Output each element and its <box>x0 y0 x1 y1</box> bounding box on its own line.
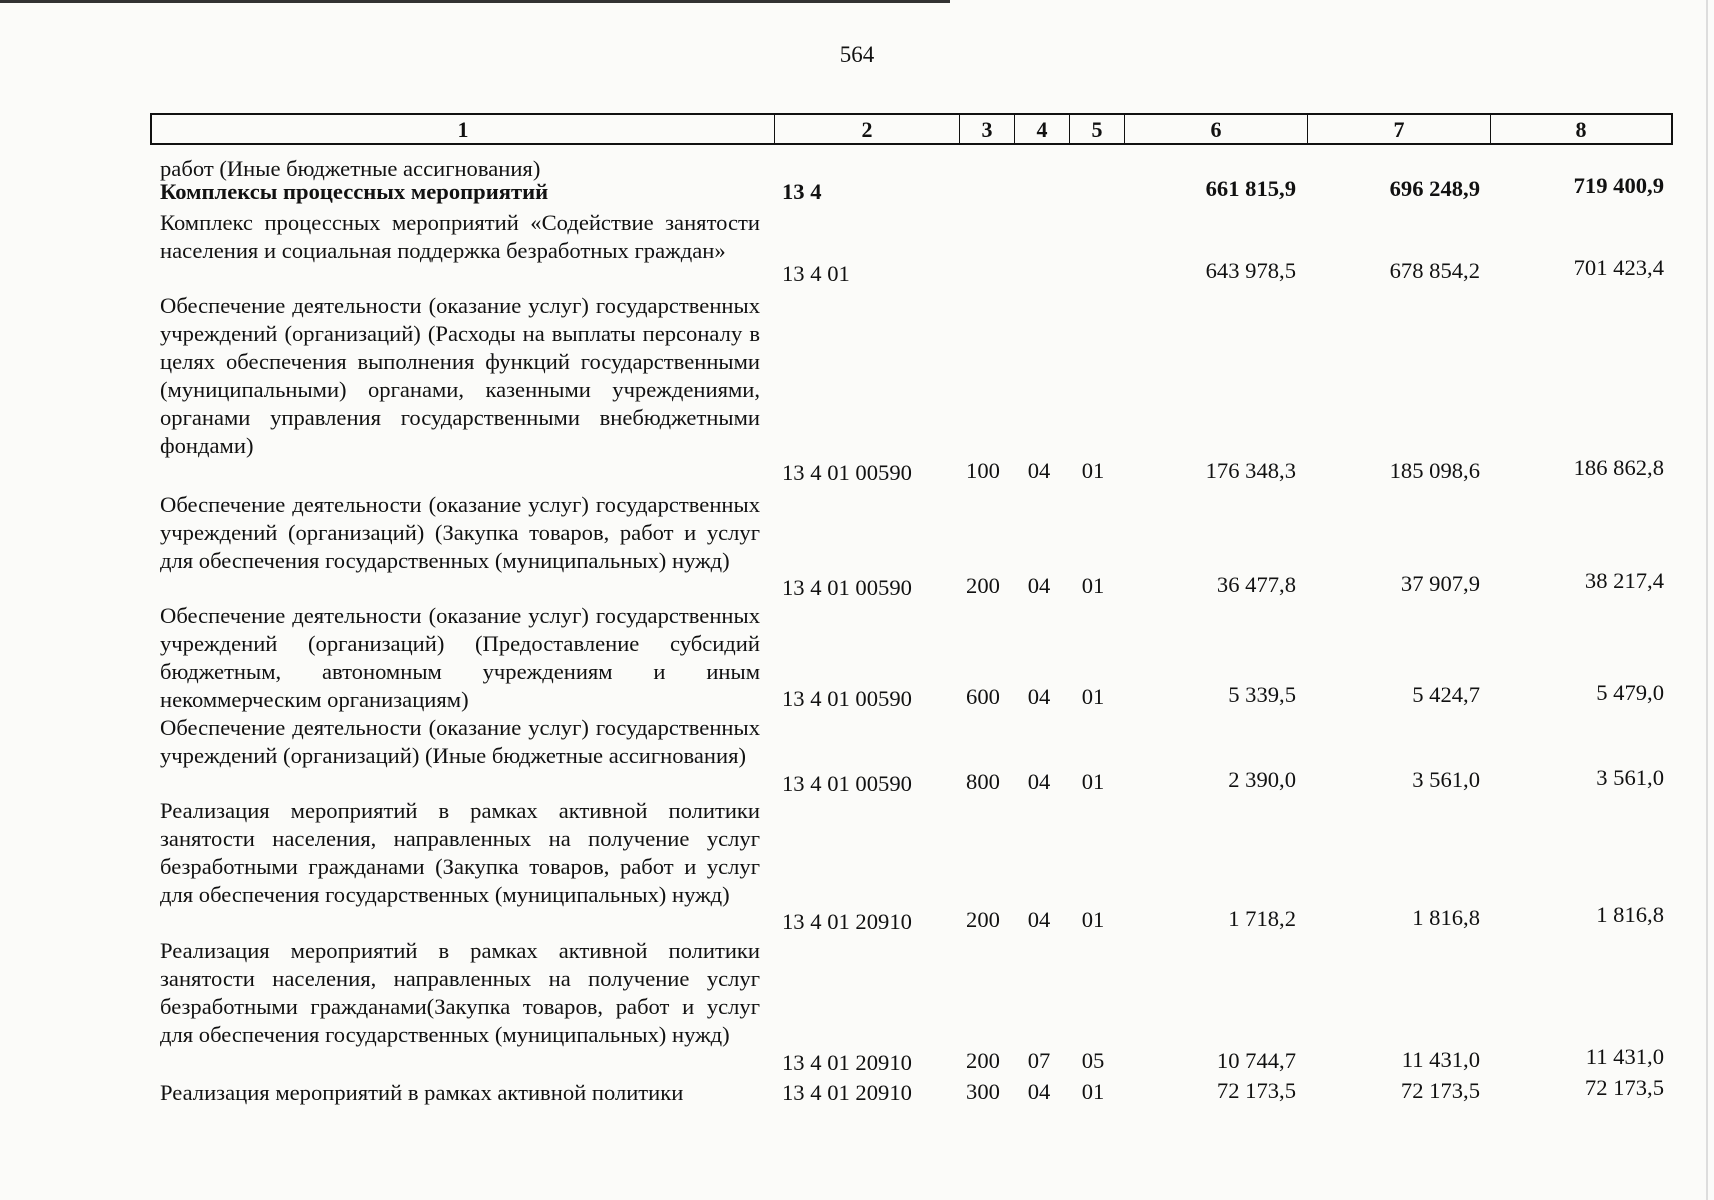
row-code: 13 4 01 00590 <box>782 575 912 600</box>
row-pr: 01 <box>1081 769 1105 794</box>
row-code: 13 4 01 20910 <box>782 909 912 934</box>
row-value-col8: 1 816,8 <box>1596 902 1664 927</box>
row-rz: 04 <box>1027 458 1051 483</box>
scan-right-edge <box>1706 0 1708 1200</box>
row-value-col6: 10 744,7 <box>1216 1048 1296 1073</box>
row-value-col7: 11 431,0 <box>1401 1047 1480 1072</box>
row-pr: 01 <box>1081 684 1105 709</box>
row-code: 13 4 01 00590 <box>782 771 912 796</box>
row-vr: 600 <box>966 684 1000 709</box>
scan-top-border <box>0 0 950 3</box>
header-col-8: 8 <box>1575 117 1587 142</box>
row-value-col7: 37 907,9 <box>1400 571 1480 596</box>
row-pr: 05 <box>1081 1048 1105 1073</box>
row-rz: 04 <box>1027 684 1051 709</box>
row-description: Обеспечение деятельности (оказание услуг) государственных учреждений (организаций) (Предоставление субсидий бюджетным, автономным учреждениям и иным некоммерческим организациям) <box>160 603 760 712</box>
row-value-col6: 36 477,8 <box>1216 572 1296 597</box>
header-col-6: 6 <box>1125 115 1308 143</box>
header-col-7: 7 <box>1308 115 1491 143</box>
page-number: 564 <box>839 42 875 67</box>
row-value-col8: 186 862,8 <box>1573 455 1664 480</box>
row-code: 13 4 01 <box>782 261 850 286</box>
row-rz: 04 <box>1027 1079 1051 1104</box>
row-code: 13 4 <box>782 179 822 204</box>
row-value-col7: 3 561,0 <box>1412 767 1480 792</box>
row-description: Реализация мероприятий в рамках активной политики занятости населения, направленных на получение услуг безработными гражданами (Закупка товаров, работ и услуг для обеспечения государственных (муниципальных) нужд) <box>160 798 760 907</box>
row-vr: 200 <box>966 907 1000 932</box>
table-header <box>150 113 1673 145</box>
row-value-col8: 38 217,4 <box>1584 568 1664 593</box>
header-col-1: 1 <box>152 115 775 143</box>
row-value-col6: 1 718,2 <box>1228 906 1296 931</box>
row-vr: 200 <box>966 573 1000 598</box>
row-value-col6: 2 390,0 <box>1228 767 1296 792</box>
row-vr: 800 <box>966 769 1000 794</box>
row-value-col7: 1 816,8 <box>1412 905 1480 930</box>
row-rz: 04 <box>1027 907 1051 932</box>
row-pr: 01 <box>1081 1079 1105 1104</box>
row-description: Обеспечение деятельности (оказание услуг) государственных учреждений (организаций) (Закупка товаров, работ и услуг для обеспечения государственных (муниципальных) нужд) <box>160 492 760 573</box>
row-description: Обеспечение деятельности (оказание услуг) государственных учреждений (организаций) (Иные бюджетные ассигнования) <box>160 715 760 768</box>
row-pr: 01 <box>1081 458 1105 483</box>
row-description: работ (Иные бюджетные ассигнования) <box>160 156 541 181</box>
row-description: Комплекс процессных мероприятий «Содействие занятости населения и социальная поддержка безработных граждан» <box>160 210 760 263</box>
row-value-col7: 696 248,9 <box>1389 176 1480 201</box>
row-code: 13 4 01 00590 <box>782 460 912 485</box>
row-rz: 07 <box>1027 1048 1051 1073</box>
row-value-col8: 3 561,0 <box>1596 765 1664 790</box>
row-pr: 01 <box>1081 907 1105 932</box>
row-value-col8: 72 173,5 <box>1584 1075 1664 1100</box>
row-value-col7: 185 098,6 <box>1389 458 1480 483</box>
row-code: 13 4 01 20910 <box>782 1080 912 1105</box>
row-description: Обеспечение деятельности (оказание услуг) государственных учреждений (организаций) (Расходы на выплаты персоналу в целях обеспечения выполнения функций государственными (муниципальными) органами, казенными учреждениями, органами управления государственными внебюджетными фондами) <box>160 293 760 458</box>
row-vr: 100 <box>966 458 1000 483</box>
row-vr: 200 <box>966 1048 1000 1073</box>
row-value-col8: 701 423,4 <box>1573 255 1664 280</box>
row-pr: 01 <box>1081 573 1105 598</box>
header-col-3: 3 <box>960 115 1015 143</box>
row-value-col7: 72 173,5 <box>1400 1078 1480 1103</box>
header-col-5: 5 <box>1070 115 1125 143</box>
row-rz: 04 <box>1027 573 1051 598</box>
row-rz: 04 <box>1027 769 1051 794</box>
row-value-col7: 678 854,2 <box>1389 258 1480 283</box>
row-value-col6: 661 815,9 <box>1205 176 1296 201</box>
row-value-col6: 643 978,5 <box>1205 258 1296 283</box>
row-code: 13 4 01 20910 <box>782 1050 912 1075</box>
row-description: Комплексы процессных мероприятий <box>160 179 549 204</box>
row-description: Реализация мероприятий в рамках активной политики <box>160 1080 684 1105</box>
row-description: Реализация мероприятий в рамках активной политики занятости населения, направленных на получение услуг безработными гражданами(Закупка товаров, работ и услуг для обеспечения государственных (муниципальных) нужд) <box>160 938 760 1047</box>
row-value-col8: 719 400,9 <box>1573 173 1664 198</box>
row-vr: 300 <box>966 1079 1000 1104</box>
row-value-col7: 5 424,7 <box>1412 682 1480 707</box>
row-value-col6: 176 348,3 <box>1205 458 1296 483</box>
row-value-col8: 11 431,0 <box>1585 1044 1664 1069</box>
row-value-col6: 5 339,5 <box>1228 682 1296 707</box>
row-value-col8: 5 479,0 <box>1596 680 1664 705</box>
header-col-4: 4 <box>1015 115 1070 143</box>
row-code: 13 4 01 00590 <box>782 686 912 711</box>
header-col-2: 2 <box>775 115 960 143</box>
row-value-col6: 72 173,5 <box>1216 1078 1296 1103</box>
